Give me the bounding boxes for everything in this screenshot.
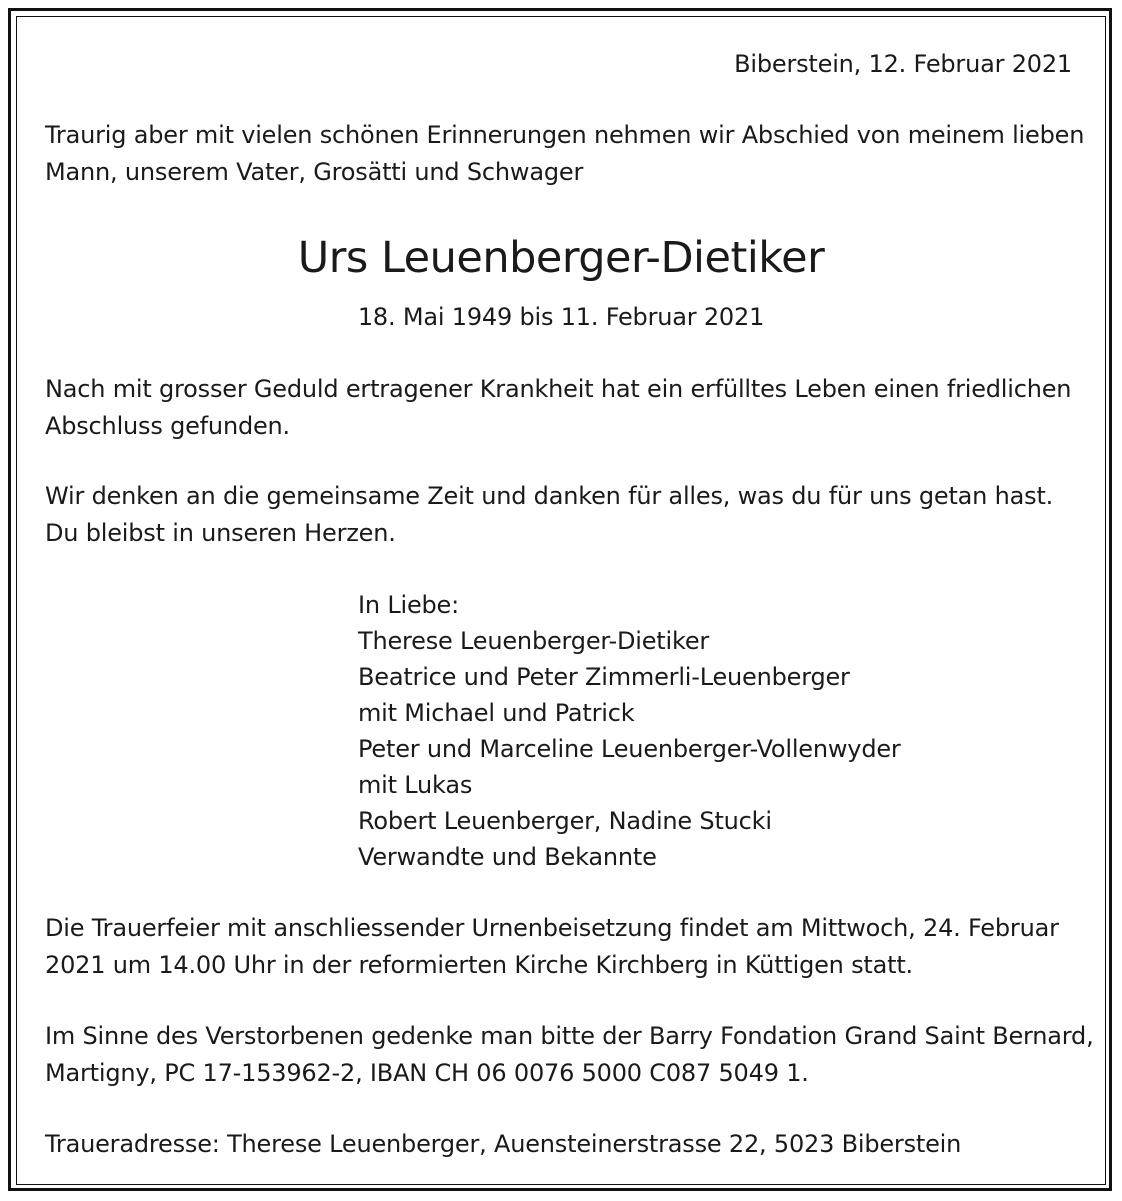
intro-line-1: Traurig aber mit vielen schönen Erinnerungen nehmen wir Abschied von meinem lieben: [45, 121, 1085, 149]
illness-paragraph: [45, 371, 1071, 445]
dateline: Biberstein, 12. Februar 2021: [734, 50, 1072, 78]
signers-heading: In Liebe:: [358, 591, 460, 619]
donation-paragraph: [45, 1018, 1094, 1092]
ceremony-line-1: Die Trauerfeier mit anschliessender Urnenbeisetzung findet am Mittwoch, 24. Februar: [45, 914, 1059, 942]
donation-line-2: Martigny, PC 17-153962-2, IBAN CH 06 0076 5000 C087 5049 1.: [45, 1059, 809, 1087]
remembrance-line-2: Du bleibst in unseren Herzen.: [45, 519, 396, 547]
mourning-address: Traueradresse: Therese Leuenberger, Auensteinerstrasse 22, 5023 Biberstein: [45, 1130, 962, 1158]
intro-line-2: Mann, unserem Vater, Grosätti und Schwager: [45, 158, 584, 186]
signer-item: Therese Leuenberger-Dietiker: [358, 627, 710, 655]
deceased-name: Urs Leuenberger-Dietiker: [297, 233, 825, 283]
signer-item: Verwandte und Bekannte: [358, 843, 657, 871]
remembrance-paragraph: [45, 478, 1053, 552]
illness-line-1: Nach mit grosser Geduld ertragener Krankheit hat ein erfülltes Leben einen friedlichen: [45, 375, 1072, 403]
illness-line-2: Abschluss gefunden.: [45, 412, 290, 440]
donation-line-1: Im Sinne des Verstorbenen gedenke man bitte der Barry Fondation Grand Saint Bernard,: [45, 1022, 1094, 1050]
remembrance-line-1: Wir denken an die gemeinsame Zeit und danken für alles, was du für uns getan hast.: [45, 482, 1054, 510]
signers-list: [358, 587, 901, 875]
signer-item: Beatrice und Peter Zimmerli-Leuenberger: [358, 663, 850, 691]
signer-item: mit Michael und Patrick: [358, 699, 635, 727]
intro-text: [45, 117, 1084, 191]
signer-item: Peter und Marceline Leuenberger-Vollenwyder: [358, 735, 901, 763]
lifespan-dates: 18. Mai 1949 bis 11. Februar 2021: [357, 303, 765, 331]
signer-item: mit Lukas: [358, 771, 473, 799]
ceremony-line-2: 2021 um 14.00 Uhr in der reformierten Kirche Kirchberg in Küttigen statt.: [45, 951, 913, 979]
ceremony-paragraph: [45, 910, 1059, 984]
signer-item: Robert Leuenberger, Nadine Stucki: [358, 807, 772, 835]
